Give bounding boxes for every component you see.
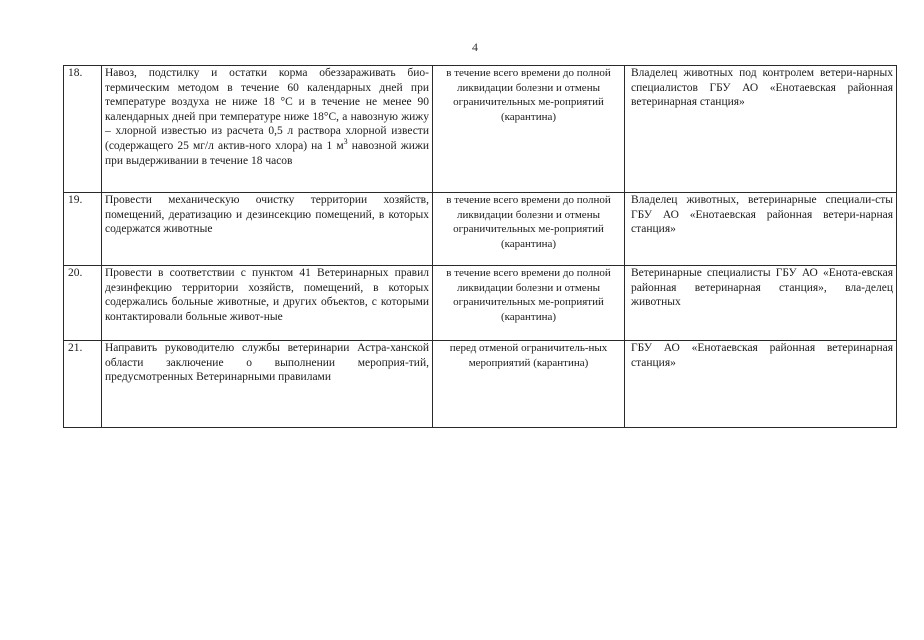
page-number: 4: [472, 40, 478, 54]
responsible-cell: Ветеринарные специалисты ГБУ АО «Енота-евская районная ветеринарная станция», вла-делец животных: [625, 266, 897, 341]
superscript-unit: 3: [343, 137, 348, 147]
measure-text-tail: навозной жижи при выдерживании в течение 18 часов: [105, 139, 429, 167]
measures-table: [63, 65, 897, 428]
row-number-cell: 19.: [64, 193, 102, 266]
table-row: [64, 193, 897, 266]
responsible-cell: Владелец животных под контролем ветери-нарных специалистов ГБУ АО «Енотаевская районная ветеринарная станция»: [625, 66, 897, 193]
responsible-cell: ГБУ АО «Енотаевская районная ветеринарная станция»: [625, 341, 897, 428]
row-number-cell: 20.: [64, 266, 102, 341]
row-number-cell: 21.: [64, 341, 102, 428]
deadline-cell: перед отменой ограничитель-ных мероприятий (карантина): [433, 341, 625, 428]
row-number-cell: 18.: [64, 66, 102, 193]
measure-cell: Провести в соответствии с пунктом 41 Ветеринарных правил дезинфекцию территории хозяйств, помещений, в которых содержались больные животные, и других объектов, с которыми контактировали больные живот-ные: [102, 266, 433, 341]
deadline-cell: в течение всего времени до полной ликвидации болезни и отмены ограничительных ме-роприятий (карантина): [433, 66, 625, 193]
measure-text: Навоз, подстилку и остатки корма обеззараживать био-термическим методом в течение 60 календарных дней при температуре воздуха не ниже 18 °С и в течение не менее 90 календарных дней при температуре ниже 18°С, а навозную жижу – хлорной известью из расчета 0,5 л раствора хлорной извести (содержащего 25 мг/л актив-ного хлора) на 1 м: [105, 67, 429, 152]
measure-cell: Провести механическую очистку территории хозяйств, помещений, дератизацию и дезинсекцию помещений, в которых содержатся животные: [102, 193, 433, 266]
deadline-cell: в течение всего времени до полной ликвидации болезни и отмены ограничительных ме-роприятий (карантина): [433, 193, 625, 266]
responsible-cell: Владелец животных, ветеринарные специали-сты ГБУ АО «Енотаевская районная ветери-нарная станция»: [625, 193, 897, 266]
measure-cell: [102, 66, 433, 193]
deadline-cell: в течение всего времени до полной ликвидации болезни и отмены ограничительных ме-роприятий (карантина): [433, 266, 625, 341]
table-row: [64, 341, 897, 428]
measure-cell: Направить руководителю службы ветеринарии Астра-ханской области заключение о выполнении мероприя-тий, предусмотренных Ветеринарными правилами: [102, 341, 433, 428]
table-row: [64, 266, 897, 341]
table-row: [64, 66, 897, 193]
